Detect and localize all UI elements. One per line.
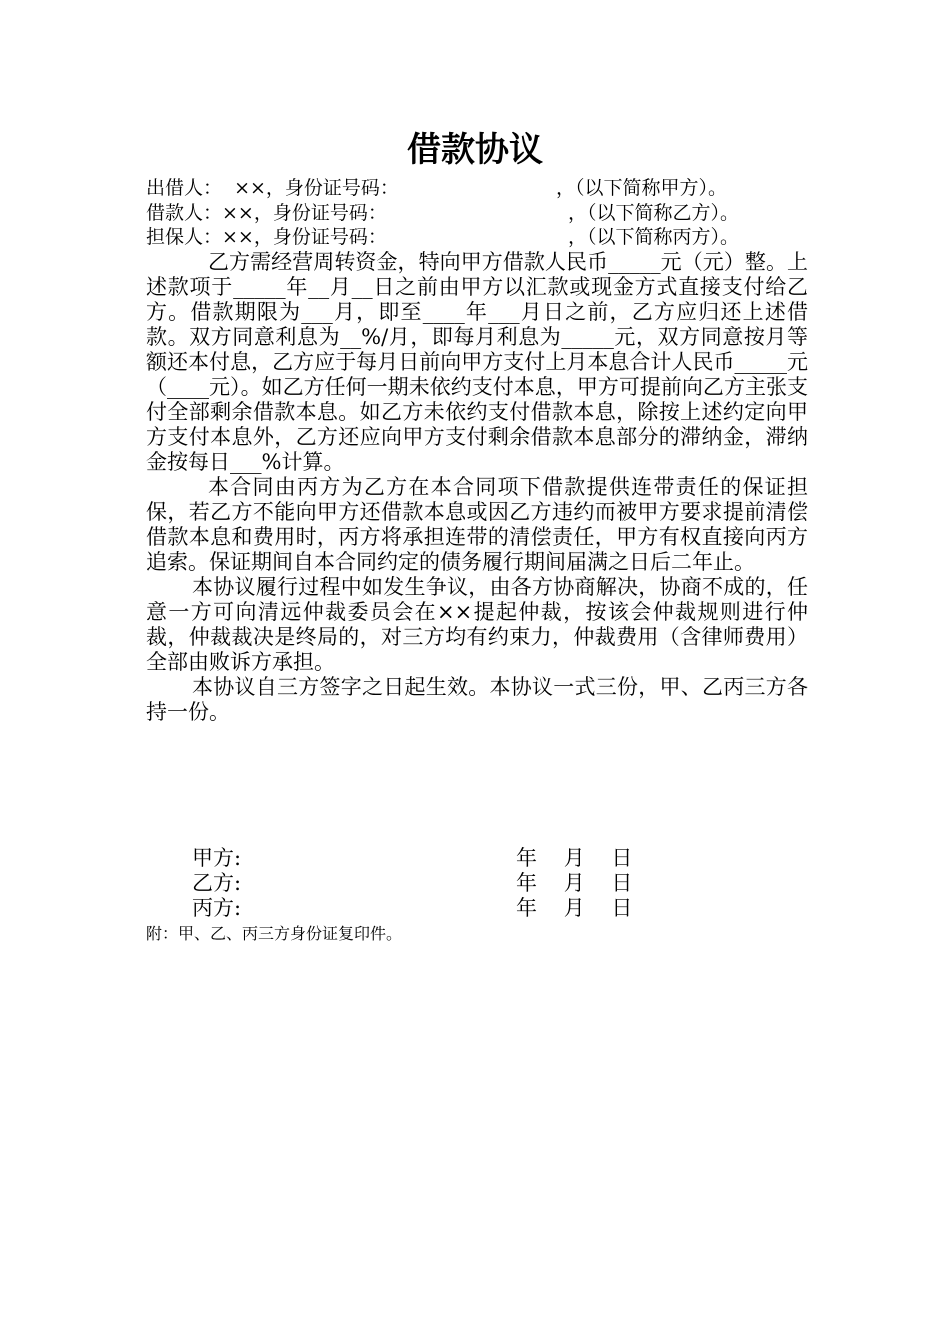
loan-clause: 乙方需经营周转资金，特向甲方借款人民币_____元（元）整。上述款项于_____年__月__日之前由甲方以汇款或现金方式直接支付给乙方。借款期限为___月，即至____年___月日之前，乙方应归还上述借款。双方同意利息为__%/月，即每月利息为_____元，双方同意按月等额还本付息，乙方应于每月日前向甲方支付上月本息合计人民币_____元（____元）。如乙方任何一期未依约支付本息，甲方可提前向乙方主张支付全部剩余借款本息。如乙方未依约支付借款本息，除按上述约定向甲方支付本息外，乙方还应向甲方支付剩余借款本息部分的滞纳金，滞纳金按每日___%计算。	[146, 249, 808, 474]
borrower-line: 借款人：××，身份证号码： ，（以下简称乙方）。	[146, 201, 740, 224]
signature-party-label: 乙方:	[192, 871, 242, 895]
lender-line: 出借人： ××，身份证号码： ，（以下简称甲方）。	[146, 177, 727, 199]
signature-date: 年 月 日	[516, 871, 633, 895]
signature-party-label: 丙方:	[192, 896, 242, 920]
signature-party-label: 甲方:	[192, 846, 242, 870]
signature-date: 年 月 日	[516, 896, 633, 920]
attachment-note: 附：甲、乙、丙三方身份证复印件。	[146, 924, 403, 943]
guarantee-clause: 本合同由丙方为乙方在本合同项下借款提供连带责任的保证担保，若乙方不能向甲方还借款本息或因乙方违约而被甲方要求提前清偿借款本息和费用时，丙方将承担连带的清偿责任，甲方有权直接向丙方追索。保证期间自本合同约定的债务履行期间届满之日后二年止。	[146, 474, 808, 574]
dispute-clause: 本协议履行过程中如发生争议，由各方协商解决，协商不成的，任意一方可向清远仲裁委员会在××提起仲裁，按该会仲裁规则进行仲裁，仲裁裁决是终局的，对三方均有约束力，仲裁费用（含律师费用）全部由败诉方承担。	[146, 574, 808, 674]
guarantor-line: 担保人：××，身份证号码： ，（以下简称丙方）。	[146, 226, 740, 248]
document-title: 借款协议	[407, 130, 543, 170]
effect-clause: 本协议自三方签字之日起生效。本协议一式三份，甲、乙丙三方各持一份。	[146, 674, 808, 724]
signature-date: 年 月 日	[516, 846, 633, 870]
document-body	[146, 176, 808, 725]
